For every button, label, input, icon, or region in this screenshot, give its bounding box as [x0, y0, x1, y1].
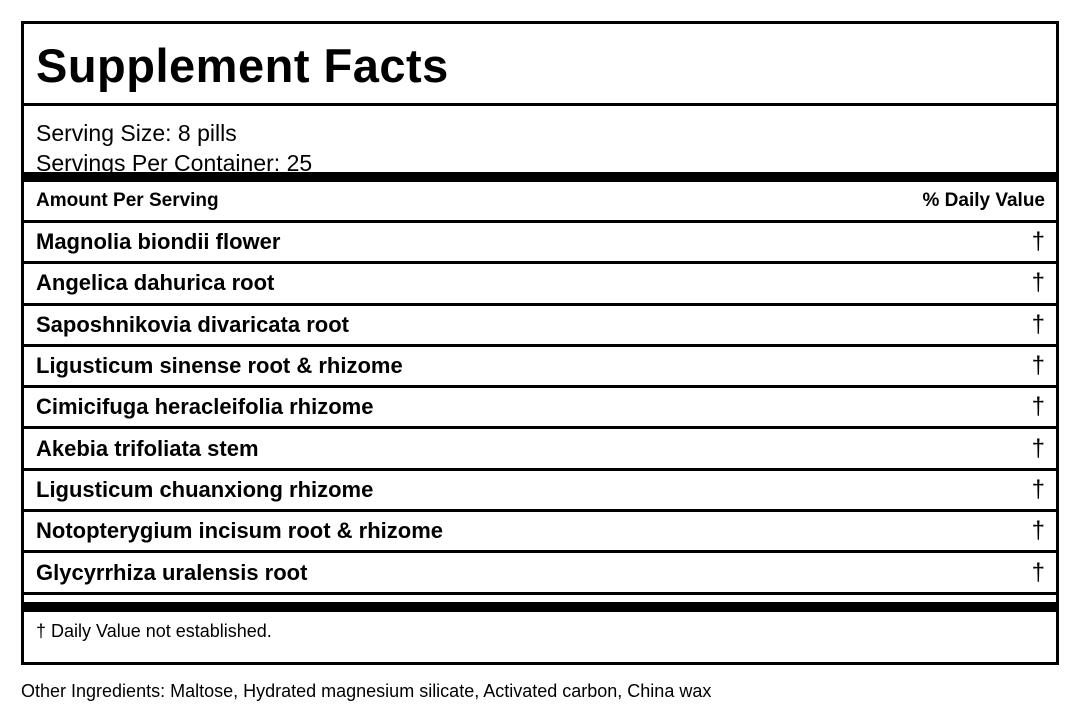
ingredient-daily-value: †	[1031, 228, 1045, 256]
ingredient-name: Cimicifuga heracleifolia rhizome	[36, 394, 374, 420]
servings-per-container: Servings Per Container: 25	[36, 150, 313, 176]
footnote-text: † Daily Value not established.	[36, 620, 272, 641]
ingredient-name: Notopterygium incisum root & rhizome	[36, 518, 444, 544]
ingredient-name: Ligusticum chuanxiong rhizome	[36, 476, 374, 502]
ingredient-name: Ligusticum sinense root & rhizome	[36, 353, 403, 379]
ingredient-daily-value: †	[1031, 517, 1045, 545]
ingredient-daily-value: †	[1031, 269, 1045, 297]
column-header-row	[24, 182, 1056, 223]
supplement-facts-label	[21, 21, 1059, 665]
ingredient-daily-value: †	[1031, 310, 1045, 338]
daily-value-footnote	[24, 612, 1056, 651]
ingredient-name: Angelica dahurica root	[36, 270, 275, 296]
ingredient-row	[24, 388, 1056, 429]
ingredient-row	[24, 429, 1056, 470]
ingredient-row	[24, 306, 1056, 347]
ingredient-row	[24, 471, 1056, 512]
ingredient-name: Akebia trifoliata stem	[36, 435, 259, 461]
ingredient-daily-value: †	[1031, 558, 1045, 586]
ingredient-name: Saposhnikovia divaricata root	[36, 311, 349, 337]
ingredient-daily-value: †	[1031, 475, 1045, 503]
ingredient-row	[24, 512, 1056, 553]
ingredient-row	[24, 223, 1056, 264]
daily-value-header: % Daily Value	[922, 190, 1045, 211]
ingredient-daily-value: †	[1031, 434, 1045, 462]
serving-size: Serving Size: 8 pills	[36, 120, 237, 146]
amount-per-serving-header: Amount Per Serving	[36, 190, 219, 211]
title-row	[24, 24, 1056, 106]
ingredient-row	[24, 264, 1056, 305]
serving-info	[24, 106, 1056, 182]
ingredient-row	[24, 347, 1056, 388]
ingredient-daily-value: †	[1031, 393, 1045, 421]
thick-divider	[24, 602, 1056, 612]
ingredient-name: Glycyrrhiza uralensis root	[36, 559, 308, 585]
label-title: Supplement Facts	[36, 39, 449, 92]
ingredient-name: Magnolia biondii flower	[36, 229, 281, 255]
other-ingredients: Other Ingredients: Maltose, Hydrated magnesium silicate, Activated carbon, China wax	[21, 681, 712, 701]
ingredient-daily-value: †	[1031, 352, 1045, 380]
ingredient-row	[24, 553, 1056, 594]
